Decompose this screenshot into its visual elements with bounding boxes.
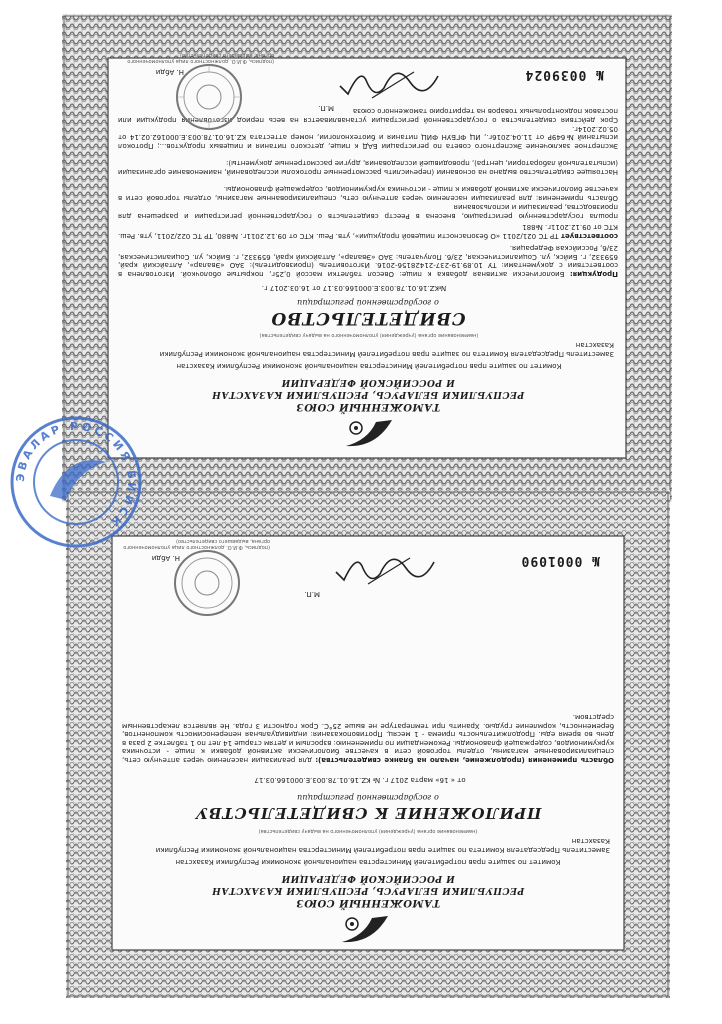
- header-line3: И РОССИЙСКОЙ ФЕДЕРАЦИИ: [281, 873, 455, 883]
- year-suffix: г.: [382, 776, 389, 784]
- reg-month: марта: [410, 776, 434, 784]
- reg-line: [254, 283, 454, 292]
- deputy-caption: (наименование органа (учреждения) уполномоченного на выдачу свидетельства): [258, 828, 478, 834]
- reg-date: 16.03.2017 г.: [261, 284, 310, 292]
- product-text: Биологически активная добавка к пище: Овесол таблетки массой 0,25г, покрытые оболочкой. Изготовлена в соответствии с документами: ТУ 10.89.19-237-21428156-2016.: [118, 261, 618, 278]
- signature-graphic: [334, 66, 444, 106]
- expert-text: Экспертное заключение Экспертного совета по регистрации БАД к пище, детского питания и пищевых продуктов...; Протокол испытаний №649Р от 11.04.2016г., ИЦ ФГБУН ФИЦ питания и биотехнологии, номер аттестата KZ.16.01.78.003.Е.000162.02.14 от 05.02.2014г.: [118, 124, 618, 150]
- registration-text: прошла государственную регистрацию, внесена в Реестр свидетельств о государственной регистрации и разрешена для производства, реализации и использования: [118, 203, 618, 220]
- certificate-content: [112, 52, 624, 452]
- compliance-block: [118, 223, 618, 240]
- seal-label: М.П.: [318, 104, 334, 112]
- scope-label: Область применения (продолжение, начало на бланке свидетельства):: [315, 756, 614, 764]
- period-text: Срок действия свидетельства о государственной регистрации устанавливается на весь период изготовления продукции или поставок подконтрольных товаров на территорию таможенного союза: [118, 107, 618, 124]
- appendix-content: [116, 538, 620, 948]
- committee-name: Комитет по защите прав потребителей Министерства национальной экономики Республики Казахстан: [176, 362, 562, 370]
- certificate-title: СВИДЕТЕЛЬСТВО: [270, 308, 466, 328]
- date-from: от «: [450, 776, 466, 784]
- number-prefix: №: [372, 776, 381, 784]
- deputy-caption: (наименование органа (учреждения) уполномоченного на выдачу свидетельства): [259, 332, 479, 338]
- deputy-title: Заместитель Председателя Комитета по защите прав потребителей Министерства национальной экономики Республики Казахстан: [159, 341, 614, 358]
- serial-number: № 0039024: [524, 67, 604, 82]
- product-block: [118, 244, 618, 278]
- product-label: Продукция:: [569, 270, 618, 278]
- appendix-sheet: [66, 490, 670, 998]
- appendix-scope-block: [122, 712, 614, 764]
- compliance-text: ТР ТС 021/2011 «О безопасности пищевой продукции», утв. Реш. КТС от 09.12.2011г. №880, ТР ТС 022/2011, утв. Реш. КТС от 09.12.2011г. №881: [118, 223, 618, 240]
- signatory-name: Н. Абди: [155, 68, 184, 76]
- seal-label: М.П.: [304, 590, 320, 598]
- customs-union-emblem-icon: [338, 910, 392, 948]
- reg-number: №KZ.16.01.78.003.Е.000166.03.17: [322, 284, 447, 292]
- reg-year: 2017: [390, 776, 409, 784]
- reg-number: KZ.16.01.78.003.Е.000166.03.17: [254, 776, 371, 784]
- signatory-name: Н. Абди: [151, 554, 180, 562]
- manufacturer-text: Изготовитель (производитель): ЗАО «Эвалар», Алтайский край, 659332, г. Бийск, ул. Социалистическая, 23/6. Получатель: ЗАО «Эвалар», Алтайский край, 659332, г. Бийск, ул. Социалистическая, 23/6, Российская Федерация.: [118, 244, 618, 270]
- scope-text: для реализации населению через аптечную сеть, специализированные магазины, отделы торговой сети в качестве биологически активной добавки к пище - источника куркуминоидов, содержащей флавоноиды. Рекомендации по применению: взрослым и детям старше 14 лет по 1 таблетке 2 раза в день во время еды. Продолжительность приема - 1 месяц. Противопоказания: индивидуальная непереносимость компонентов, беременность, кормление грудью. Хранить при температуре не выше 25°С. Срок годности 3 года. Не является лекарственным средством.: [122, 713, 614, 764]
- deputy-title: Заместитель Председателя Комитета по защите прав потребителей Министерства национальной экономики Республики Казахстан: [155, 837, 610, 854]
- company-stamp: [6, 412, 146, 552]
- stamp-text: ЭВАЛАР РОССИЯ БИЙСК: [13, 419, 139, 531]
- reg-day: 16: [439, 776, 449, 784]
- header-line1: ТАМОЖЕННЫЙ СОЮЗ: [295, 401, 441, 412]
- appendix-title: ПРИЛОЖЕНИЕ К СВИДЕТЕЛЬСТВУ: [194, 804, 542, 822]
- scope-text: Область применения: для реализации населению через аптечную сеть, специализированные магазины, отделы торговой сети в качестве биологически активной добавки к пище - источника куркуминоидов, содержащей флавоноиды.: [118, 185, 618, 202]
- appendix-subtitle: о государственной регистрации: [297, 793, 439, 802]
- signature-graphic: [330, 552, 440, 592]
- official-seal: [172, 548, 242, 618]
- header-line2: РЕСПУБЛИКИ БЕЛАРУСЬ, РЕСПУБЛИКИ КАЗАХСТАН: [211, 389, 525, 399]
- appendix-reg-line: от « 16» марта 2017 г. № KZ.16.01.78.003.Е.000166.03.17: [254, 776, 466, 784]
- header-line3: И РОССИЙСКОЙ ФЕДЕРАЦИИ: [281, 377, 455, 387]
- serial-number: № 0001090: [520, 553, 600, 568]
- committee-name: Комитет по защите прав потребителей Министерства национальной экономики Республики Казахстан: [175, 858, 561, 866]
- certificate-sheet: [62, 14, 672, 502]
- signature-caption: (подпись, Ф.И.О. должностного лица уполномоченного органа, выдавшего свидетельство): [123, 538, 270, 550]
- customs-union-emblem-icon: [342, 414, 396, 452]
- header-line1: ТАМОЖЕННЫЙ СОЮЗ: [295, 897, 441, 908]
- certificate-subtitle: о государственной регистрации: [297, 298, 439, 307]
- signature-caption: (подпись, Ф.И.О. должностного лица уполномоченного органа, выдавшего свидетельство): [127, 52, 274, 64]
- validity-text: Настоящее свидетельство выдано на основании (перечислить рассмотренные протоколы исследований, наименование организации (испытательной лаборатории, центра), проводившей исследования, другие рассмотренные документы):: [118, 159, 618, 176]
- header-line2: РЕСПУБЛИКИ БЕЛАРУСЬ, РЕСПУБЛИКИ КАЗАХСТАН: [211, 885, 525, 895]
- reg-date-prefix: от: [312, 284, 321, 292]
- compliance-label: соответствует: [560, 232, 618, 240]
- official-seal: [174, 62, 244, 132]
